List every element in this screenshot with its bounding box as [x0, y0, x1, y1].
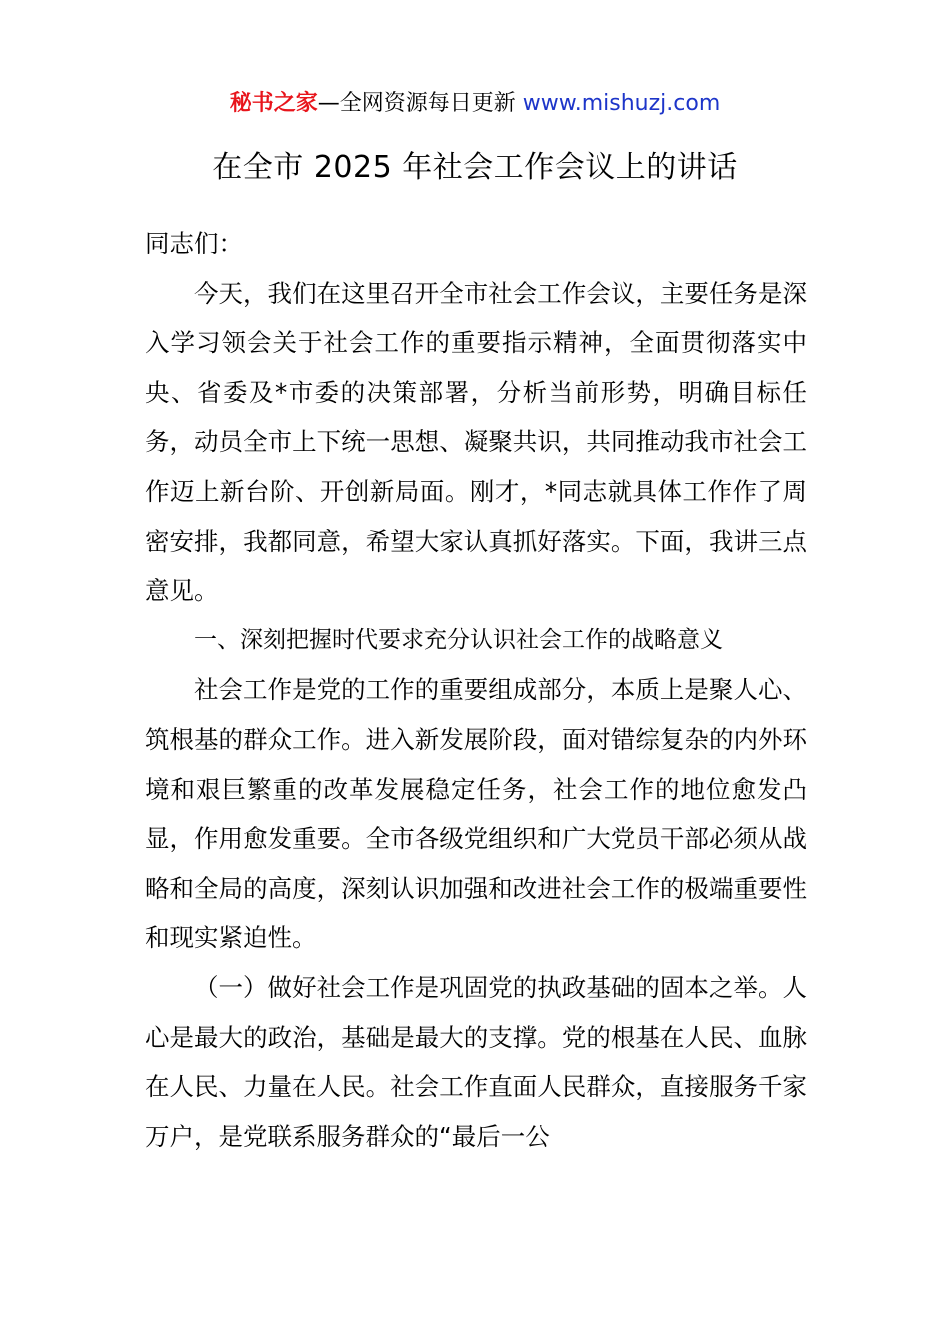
paragraph-opening: 今天，我们在这里召开全市社会工作会议，主要任务是深入学习领会关于社会工作的重要指示精神，全面贯彻落实中央、省委及*市委的决策部署，分析当前形势，明确目标任务，动员全市上下统一思想、凝聚共识，共同推动我市社会工作迈上新台阶、开创新局面。刚才，*同志就具体工作作了周密安排，我都同意，希望大家认真抓好落实。下面，我讲三点意见。	[145, 278, 807, 606]
site-url-link[interactable]: www.mishuzj.com	[522, 91, 721, 116]
salutation: 同志们：	[145, 229, 243, 258]
brand-name: 秘书之家	[229, 91, 318, 116]
header-tagline: —全网资源每日更新	[317, 91, 523, 116]
paragraph-section-1-intro: 社会工作是党的工作的重要组成部分，本质上是聚人心、筑根基的群众工作。进入新发展阶段，面对错综复杂的内外环境和艰巨繁重的改革发展稳定任务，社会工作的地位愈发凸显，作用愈发重要。全市各级党组织和广大党员干部必须从战略和全局的高度，深刻认识加强和改进社会工作的极端重要性和现实紧迫性。	[145, 675, 807, 953]
site-header	[0, 86, 950, 122]
document-title: 在全市 2025 年社会工作会议上的讲话	[212, 150, 738, 185]
paragraph-subsection-1: （一）做好社会工作是巩固党的执政基础的固本之举。人心是最大的政治，基础是最大的支撑。党的根基在人民、血脉在人民、力量在人民。社会工作直面人民群众，直接服务千家万户，是党联系服务群众的“最后一公	[145, 972, 807, 1151]
document-body	[145, 219, 807, 1161]
section-heading-1: 一、深刻把握时代要求充分认识社会工作的战略意义	[194, 626, 723, 653]
